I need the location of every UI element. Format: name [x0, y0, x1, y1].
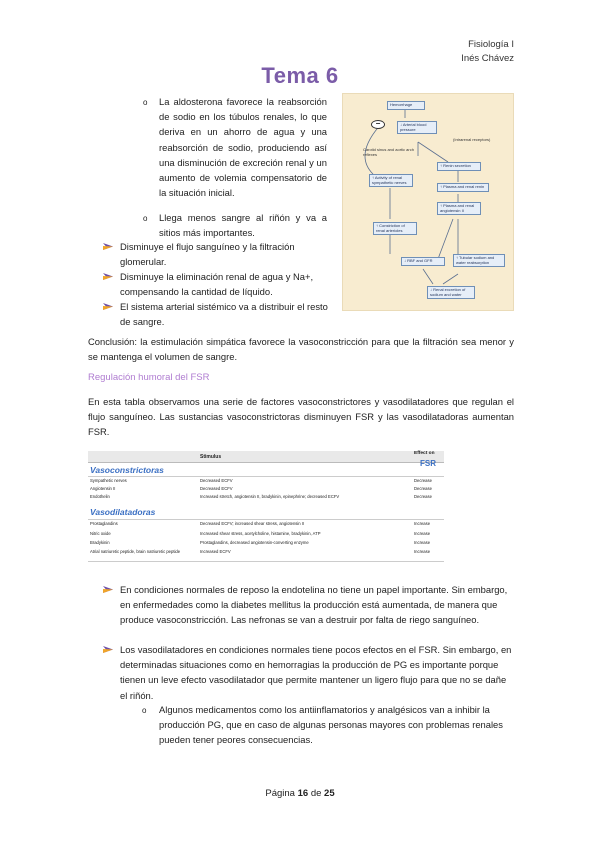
diagram-symp-activity: ↑ Activity of renal sympathetic nerves	[369, 174, 413, 187]
table-col-effect-top: Effect on	[414, 451, 435, 456]
fsr-table-wrap	[88, 447, 515, 570]
table-row-stimulus: Decreased ECFV; increased shear stress, angiotensin II	[200, 521, 305, 526]
arrow-bullet-icon	[103, 585, 114, 594]
conclusion: Conclusión: la estimulación simpática favorece la vasoconstricción para que la filtración sea menor y se mantenga el volumen de sangre.	[88, 336, 514, 363]
diagram-excretion: ↓ Renal excretion of sodium and water	[427, 286, 475, 299]
sub-bullet-medicamentos: Algunos medicamentos como los antiinflamatorios y analgésicos van a inhibir la producción PG, que en caso de algunas personas mayores con problemas renales pueden tener peores consecuencias.	[159, 704, 503, 746]
page-header	[461, 38, 514, 66]
table-row-stimulus: Increased stretch, angiotensin II, bradykinin, epinephrine; decreased ECFV	[200, 494, 340, 499]
diagram-tubular: ↑ Tubular sodium and water reabsorption	[453, 254, 505, 267]
renal-reflex-diagram	[342, 93, 514, 311]
bullet-vasodilatadores: Los vasodilatadores en condiciones normales tiene pocos efectos en el FSR. Sin embargo, en determinadas situaciones como en hemorragias la producción de PG es importante porque tienen un leve efecto vasodilatador que permite mantener un ligero flujo para que no se dañe el riñón.	[120, 644, 512, 701]
table-row-name: Sympathetic nerves	[90, 478, 127, 483]
table-row-stimulus: Prostaglandins, decreased angiotensin-converting enzyme	[200, 540, 309, 545]
table-row-effect: Decrease	[414, 494, 432, 499]
table-row-effect: Increase	[414, 531, 431, 536]
table-row-stimulus: Increased shear stress, acetylcholine, histamine, bradykinin, ATP	[200, 531, 321, 536]
arrow-bullet-icon	[103, 645, 114, 654]
section-heading: Regulación humoral del FSR	[88, 372, 210, 383]
diagram-rbf-gfr: ↓ RBF and GFR	[401, 257, 445, 266]
circle-bullet-icon: o	[143, 214, 148, 223]
header-author: Inés Chávez	[461, 53, 514, 64]
table-row-name: Bradykinin	[90, 540, 110, 545]
diagram-minus: −	[371, 120, 385, 129]
footer-total: 25	[324, 788, 335, 799]
diagram-angiotensin: ↑ Plasma and renal angiotensin II	[437, 202, 481, 215]
bullet-eliminacion: Disminuye la eliminación renal de agua y Na+, compensando la cantidad de líquido.	[120, 271, 314, 298]
footer-of: de	[310, 788, 322, 799]
table-group-dilators: Vasodilatadoras	[90, 507, 156, 517]
diagram-arterial-bp: ↓ Arterial blood pressure	[397, 121, 437, 134]
table-row-effect: Decrease	[414, 478, 432, 483]
table-row-effect: Decrease	[414, 486, 432, 491]
arrow-bullet-icon	[103, 272, 114, 281]
table-row-stimulus: Decreased ECFV	[200, 486, 233, 491]
table-row-stimulus: Increased ECFV	[200, 549, 231, 554]
table-row-name: Nitric oxide	[90, 531, 111, 536]
table-row-effect: Increase	[414, 549, 431, 554]
table-row-name: Atrial natriuretic peptide, brain natriuretic peptide	[90, 549, 181, 554]
diagram-constriction: ↑ Constriction of renal arterioles	[373, 222, 417, 235]
table-row-effect: Increase	[414, 540, 431, 545]
sub-bullet-aldosterona: La aldosterona favorece la reabsorción de sodio en los túbulos renales, lo que deriva en un ahorro de agua y una reabsorción de sodio, produciendo así una disminución de excreción renal y un aumento de volemia compensatorio de la situación inicial.	[159, 96, 327, 199]
diagram-plasma-renin: ↑ Plasma and renal renin	[437, 183, 489, 192]
diagram-hemorrhage: Hemorrhage	[387, 101, 425, 110]
table-row-name: Prostaglandins	[90, 521, 118, 526]
table-row-name: Endothelin	[90, 494, 110, 499]
diagram-renin-secretion: ↑ Renin secretion	[437, 162, 481, 171]
circle-bullet-icon: o	[142, 706, 147, 715]
table-row-effect: Increase	[414, 521, 431, 526]
table-group-constrictors: Vasoconstrictoras	[90, 465, 164, 475]
bullet-endotelina: En condiciones normales de reposo la endotelina no tiene un papel importante. Sin embargo, en enfermedades como la diabetes mellitus la producción está aumentada, de manera que produce vasoconstricción. Las nefronas se van a destruir por falta de riego sanguíneo.	[120, 584, 508, 626]
table-col-stimulus: Stimulus	[200, 454, 222, 460]
footer-prefix: Página	[265, 788, 295, 799]
diagram-carotid: Carotid sinus and aortic arch reflexes	[363, 147, 414, 157]
page-title: Tema 6	[261, 63, 339, 88]
page-footer	[0, 788, 600, 799]
table-row-name: Angiotensin II	[90, 486, 116, 491]
bullet-flujo: Disminuye el flujo sanguíneo y la filtración glomerular.	[120, 241, 295, 268]
arrow-bullet-icon	[103, 302, 114, 311]
table-col-effect: FSR	[420, 459, 436, 468]
circle-bullet-icon: o	[143, 98, 148, 107]
intro-paragraph: En esta tabla observamos una serie de factores vasoconstrictores y vasodilatadores que regulan el flujo sanguíneo. Las sustancias vasoconstrictoras disminuyen FSR y las vasodilatadoras aumentan FSR.	[88, 396, 514, 438]
sub-bullet-riñon: Llega menos sangre al riñón y va a sitios más importantes.	[159, 212, 327, 239]
arrow-bullet-icon	[103, 242, 114, 251]
header-subject: Fisiología I	[468, 39, 514, 50]
footer-page: 16	[297, 788, 309, 799]
table-row-stimulus: Decreased ECFV	[200, 478, 233, 483]
diagram-intrarenal: (Intrarenal receptors)	[453, 137, 491, 142]
bullet-sistema-arterial: El sistema arterial sistémico va a distribuir el resto de sangre.	[120, 301, 328, 328]
